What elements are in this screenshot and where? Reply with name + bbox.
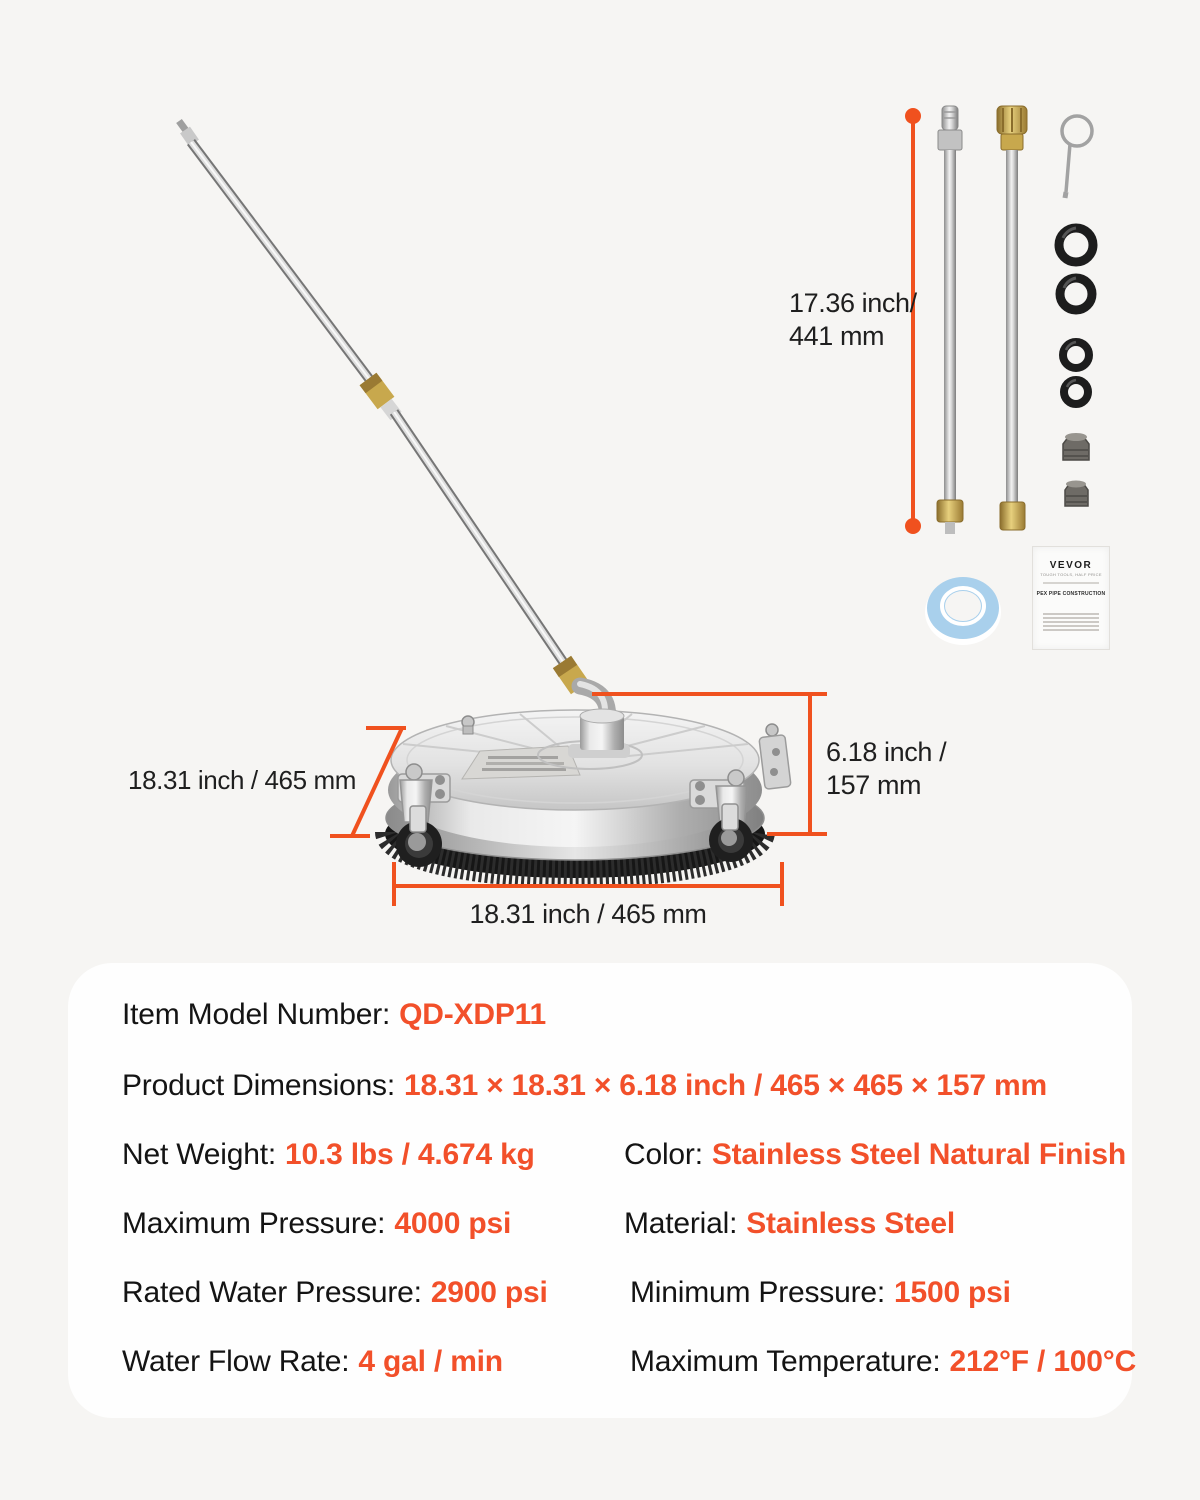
spec-value: 4 gal / min [358,1345,503,1378]
spec-value: 1500 psi [893,1276,1011,1309]
spec-label: Water Flow Rate: [122,1345,350,1378]
spec-label: Material: [624,1207,738,1240]
instruction-manual [1032,546,1110,650]
spec-row-max-temperature [630,1343,1136,1381]
spec-label: Maximum Pressure: [122,1207,386,1240]
spec-label: Rated Water Pressure: [122,1276,422,1309]
dimension-label-deck-height [826,736,946,802]
extension-wand-2 [997,106,1027,530]
manual-paragraph [1033,613,1109,631]
manual-title: PEX PIPE CONSTRUCTION [1036,591,1106,597]
o-ring [1059,228,1093,262]
rear-caster-bracket-right [759,724,791,789]
spec-value: 4000 psi [394,1207,512,1240]
spec-row-material [624,1205,955,1243]
spray-wand [179,121,608,726]
spec-label: Minimum Pressure: [630,1276,885,1309]
manual-divider [1043,582,1099,584]
dimension-label-deck-width-side: 18.31 inch / 465 mm [128,765,356,795]
dimension-label-deck-width-bottom: 18.31 inch / 465 mm [469,899,707,929]
manual-brand: VEVOR [1049,560,1093,571]
spec-label: Product Dimensions: [122,1069,395,1102]
hex-plug-set [1063,433,1089,506]
hex-plug [1065,481,1088,507]
rear-caster-bolt-left [462,716,474,734]
spec-label: Net Weight: [122,1138,276,1171]
pull-pin [1062,116,1092,198]
dimension-text: 6.18 inch / [826,737,947,767]
teflon-tape [925,577,1001,645]
spec-value: 2900 psi [430,1276,548,1309]
o-ring [1060,278,1092,310]
spec-row-rated-pressure [122,1274,548,1312]
surface-cleaner [385,709,791,878]
manual-tagline: TOUGH TOOLS, HALF PRICE [1040,572,1102,577]
spec-row-min-pressure [630,1274,1011,1312]
spec-card [68,963,1137,1418]
dimension-text: 441 mm [789,321,885,351]
spec-label: Maximum Temperature: [630,1345,941,1378]
spec-row-dimensions [122,1067,1047,1105]
spec-row-model [122,996,546,1034]
spec-value: 10.3 lbs / 4.674 kg [284,1138,535,1171]
hex-plug [1063,433,1089,460]
spec-value: 212°F / 100°C [949,1345,1137,1378]
spec-row-weight [122,1136,535,1174]
spec-row-flow-rate [122,1343,503,1381]
spec-value: QD-XDP11 [399,998,546,1031]
spec-value: Stainless Steel Natural Finish [711,1138,1126,1171]
spec-row-color [624,1136,1126,1174]
spec-row-max-pressure [122,1205,511,1243]
spec-value: Stainless Steel [746,1207,956,1240]
dimension-text: 17.36 inch/ [789,288,917,318]
warning-label [462,746,580,779]
spec-value: 18.31 × 18.31 × 6.18 inch / 465 × 465 × 157 mm [403,1069,1047,1102]
extension-wand-1 [937,106,963,534]
spec-label: Color: [624,1138,703,1171]
spec-label: Item Model Number: [122,998,391,1031]
dimension-label-wand-length [789,287,917,353]
o-ring-set [1059,228,1093,404]
wand-coupler-brass [368,379,396,416]
dimension-text: 157 mm [826,770,922,800]
